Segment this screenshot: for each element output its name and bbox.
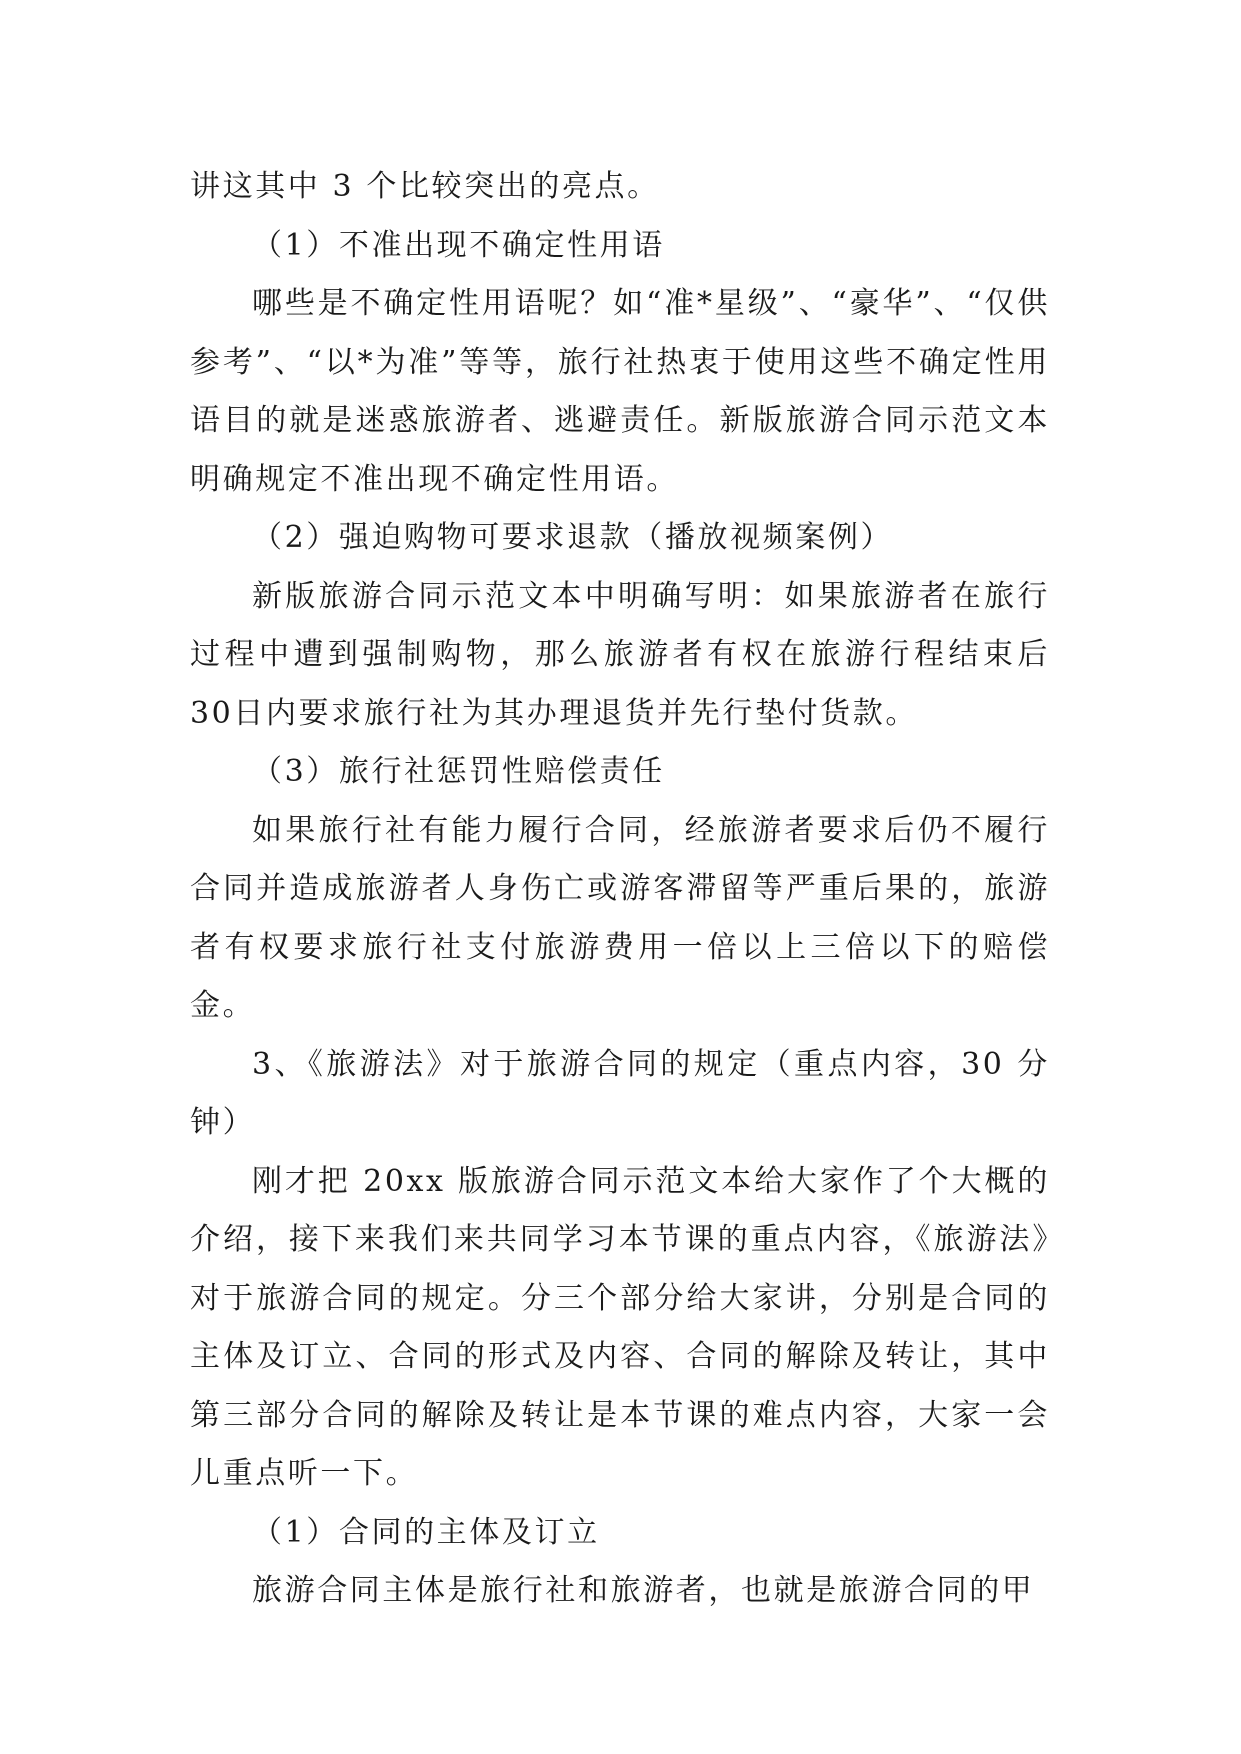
paragraph-continuation: 讲这其中 3 个比较突出的亮点。 — [190, 169, 660, 204]
paragraph-tourism-law-intro: 刚才把 20xx 版旅游合同示范文本给大家作了个大概的介绍，接下来我们来共同学习本节课的重点内容，《旅游法》对于旅游合同的规定。分三个部分给大家讲，分别是合同的主体及订立、合同的形式及内容、合同的解除及转让，其中第三部分合同的解除及转让是本节课的难点内容，大家一会儿重点听一下。 — [190, 1163, 1050, 1491]
subheading-forced-shopping: （2）强迫购物可要求退款（播放视频案例） — [252, 520, 894, 555]
document-body — [190, 158, 1050, 1621]
section-heading-tourism-law: 3、《旅游法》对于旅游合同的规定（重点内容，30 分钟） — [190, 1046, 1050, 1140]
subheading-contract-parties: （1）合同的主体及订立 — [252, 1514, 600, 1550]
paragraph-forced-shopping: 新版旅游合同示范文本中明确写明：如果旅游者在旅行过程中遭到强制购物，那么旅游者有权在旅游行程结束后 30日内要求旅行社为其办理退货并先行垫付货款。 — [190, 578, 1050, 731]
paragraph-punitive-compensation: 如果旅行社有能力履行合同，经旅游者要求后仍不履行合同并造成旅游者人身伤亡或游客滞留等严重后果的，旅游者有权要求旅行社支付旅游费用一倍以上三倍以下的赔偿金。 — [190, 812, 1050, 1023]
subheading-uncertain-terms: （1）不准出现不确定性用语 — [252, 227, 665, 263]
subheading-punitive-compensation: （3）旅行社惩罚性赔偿责任 — [252, 754, 665, 789]
paragraph-contract-parties: 旅游合同主体是旅行社和旅游者，也就是旅游合同的甲 — [252, 1573, 1035, 1608]
paragraph-uncertain-terms: 哪些是不确定性用语呢？如“准*星级”、“豪华”、“仅供参考”、“以*为准”等等，旅行社热衷于使用这些不确定性用语目的就是迷惑旅游者、逃避责任。新版旅游合同示范文本明确规定不准出现不确定性用语。 — [190, 286, 1050, 497]
